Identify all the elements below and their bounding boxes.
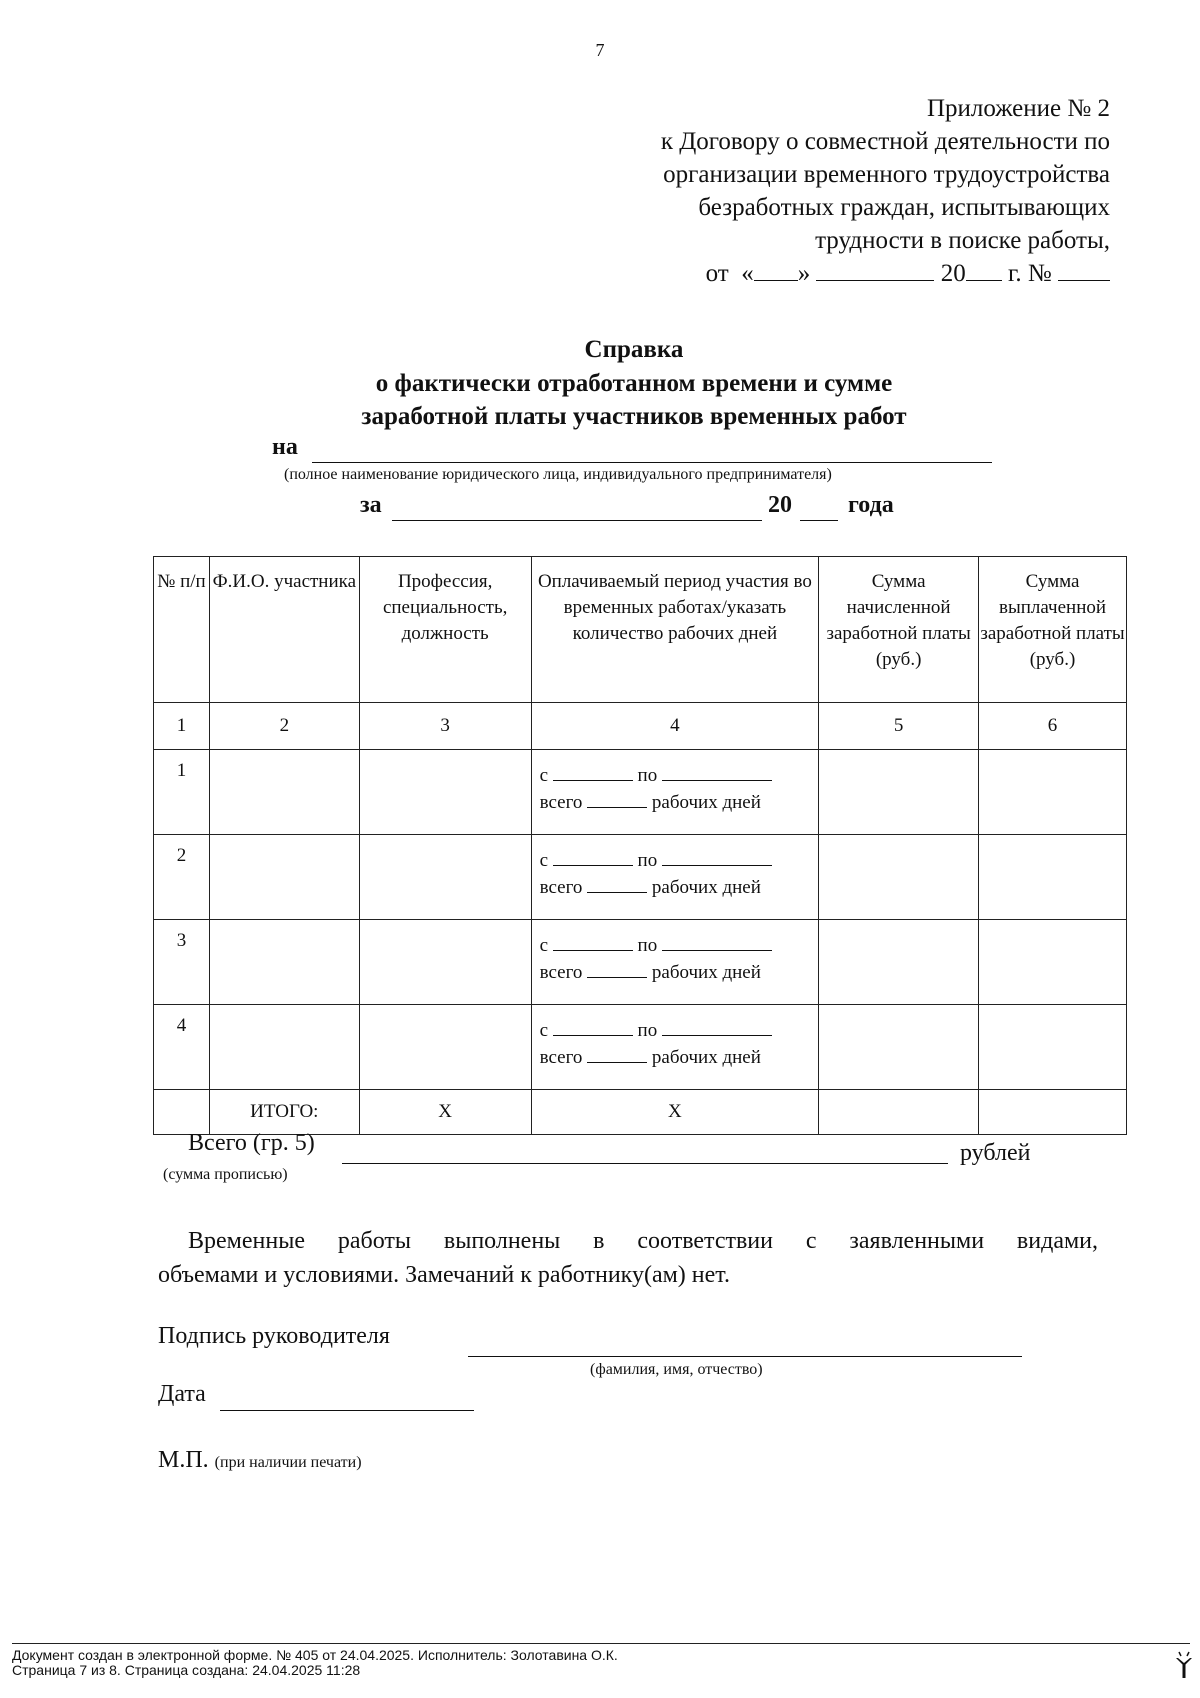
month-blank[interactable] (816, 258, 934, 281)
appendix-line: к Договору о совместной деятельности по (660, 128, 1110, 155)
period-cell[interactable] (531, 920, 819, 1005)
participant-name-cell[interactable] (209, 920, 359, 1005)
year-prefix: 20 (940, 260, 966, 287)
column-number: 2 (209, 703, 359, 750)
total-x-mark: Х (359, 1090, 531, 1135)
signature-hint: (фамилия, имя, отчество) (590, 1361, 763, 1378)
footer-divider (12, 1643, 1190, 1644)
participant-name-cell[interactable] (209, 750, 359, 835)
appendix-header (661, 92, 1110, 290)
paid-salary-cell[interactable] (979, 1005, 1127, 1090)
doc-title: Справка (584, 336, 684, 363)
header-cell: Сумма начисленной заработной платы (руб.) (819, 557, 979, 703)
number-label: г. № (1007, 260, 1052, 287)
participant-name-cell[interactable] (209, 1005, 359, 1090)
period-to-label: по (637, 765, 658, 786)
period-days-label: рабочих дней (651, 962, 761, 983)
column-number-row (154, 703, 1127, 750)
header-cell: Сумма выплаченной заработной платы (руб.) (979, 557, 1127, 703)
stamp-abbrev: М.П. (158, 1447, 209, 1473)
za-label: за (360, 492, 382, 518)
date-blank[interactable] (220, 1410, 474, 1411)
signature-blank[interactable] (468, 1356, 1022, 1357)
statement-line1: Временные работы выполнены в соответствии с заявленными видами, (188, 1228, 1098, 1254)
stamp-hint: (при наличии печати) (214, 1454, 362, 1471)
period-total-label: всего (539, 1047, 583, 1068)
row-index: 2 (154, 835, 210, 920)
doc-subtitle-line2: заработной платы участников временных работ (361, 403, 907, 430)
column-number: 6 (979, 703, 1127, 750)
organization-blank[interactable] (312, 462, 992, 463)
report-table (153, 556, 1127, 1135)
row-index: 1 (154, 750, 210, 835)
column-number: 3 (359, 703, 531, 750)
period-to-label: по (637, 1020, 658, 1041)
profession-cell[interactable] (359, 920, 531, 1005)
period-cell[interactable] (531, 750, 819, 835)
quote-close: » (797, 260, 811, 287)
table-row (154, 1005, 1127, 1090)
header-cell: Профессия, специальность, должность (359, 557, 531, 703)
row-index: 4 (154, 1005, 210, 1090)
appendix-line: трудности в поиске работы, (815, 227, 1110, 254)
period-total-label: всего (539, 792, 583, 813)
accrued-salary-cell[interactable] (819, 750, 979, 835)
table-row (154, 835, 1127, 920)
period-to-label: по (637, 850, 658, 871)
participant-name-cell[interactable] (209, 835, 359, 920)
total-paid-cell[interactable] (979, 1090, 1127, 1135)
emblem-icon (1174, 1650, 1194, 1680)
period-to-label: по (637, 935, 658, 956)
footer-line2: Страница 7 из 8. Страница создана: 24.04.2025 11:28 (12, 1662, 361, 1678)
footer-line1: Документ создан в электронной форме. № 405 от 24.04.2025. Исполнитель: Золотавина О.К. (12, 1647, 618, 1663)
page-number: 7 (595, 40, 605, 60)
period-from-label: с (539, 850, 549, 871)
appendix-line: безработных граждан, испытывающих (698, 194, 1110, 221)
quote-open: « (741, 260, 754, 287)
total-x-mark: Х (531, 1090, 819, 1135)
sum-unit: рублей (960, 1140, 1031, 1166)
year-blank[interactable] (966, 258, 1002, 281)
period-total-label: всего (539, 877, 583, 898)
sum-label: Всего (гр. 5) (188, 1130, 315, 1156)
appendix-date-line (661, 257, 1110, 290)
year-blank-title[interactable] (800, 520, 838, 521)
period-blank[interactable] (392, 520, 762, 521)
sum-in-words-blank[interactable] (342, 1163, 948, 1164)
paid-salary-cell[interactable] (979, 750, 1127, 835)
appendix-title: Приложение № 2 (926, 95, 1110, 122)
sum-hint: (сумма прописью) (163, 1166, 288, 1183)
year-suffix-title: года (848, 492, 894, 518)
number-blank[interactable] (1058, 258, 1110, 281)
period-from-label: с (539, 935, 549, 956)
paid-salary-cell[interactable] (979, 920, 1127, 1005)
total-empty-cell (154, 1090, 210, 1135)
period-days-label: рабочих дней (651, 792, 761, 813)
signature-label: Подпись руководителя (158, 1323, 390, 1349)
table-row (154, 920, 1127, 1005)
year-prefix-title: 20 (768, 492, 792, 518)
date-label: Дата (158, 1381, 206, 1407)
column-number: 5 (819, 703, 979, 750)
total-label: ИТОГО: (209, 1090, 359, 1135)
period-from-label: с (539, 765, 549, 786)
column-number: 4 (531, 703, 819, 750)
period-cell[interactable] (531, 835, 819, 920)
paid-salary-cell[interactable] (979, 835, 1127, 920)
accrued-salary-cell[interactable] (819, 920, 979, 1005)
appendix-line: организации временного трудоустройства (663, 161, 1110, 188)
row-index: 3 (154, 920, 210, 1005)
accrued-salary-cell[interactable] (819, 1005, 979, 1090)
organization-hint: (полное наименование юридического лица, индивидуального предпринимателя) (284, 466, 832, 483)
period-days-label: рабочих дней (651, 1047, 761, 1068)
total-row (154, 1090, 1127, 1135)
table-row (154, 750, 1127, 835)
period-total-label: всего (539, 962, 583, 983)
date-from-label: от (705, 260, 729, 287)
header-cell: Ф.И.О. участника (209, 557, 359, 703)
stamp-label (158, 1447, 362, 1474)
period-from-label: с (539, 1020, 549, 1041)
period-cell[interactable] (531, 1005, 819, 1090)
day-blank[interactable] (754, 258, 798, 281)
header-row (154, 557, 1127, 703)
period-days-label: рабочих дней (651, 877, 761, 898)
profession-cell[interactable] (359, 835, 531, 920)
statement-line2: объемами и условиями. Замечаний к работнику(ам) нет. (158, 1262, 730, 1288)
doc-subtitle-line1: о фактически отработанном времени и сумме (375, 370, 893, 397)
accrued-salary-cell[interactable] (819, 835, 979, 920)
header-cell: Оплачиваемый период участия во временных работах/указать количество рабочих дней (531, 557, 819, 703)
total-accrued-cell[interactable] (819, 1090, 979, 1135)
column-number: 1 (154, 703, 210, 750)
header-cell: № п/п (154, 557, 210, 703)
profession-cell[interactable] (359, 750, 531, 835)
profession-cell[interactable] (359, 1005, 531, 1090)
na-label: на (272, 434, 298, 460)
